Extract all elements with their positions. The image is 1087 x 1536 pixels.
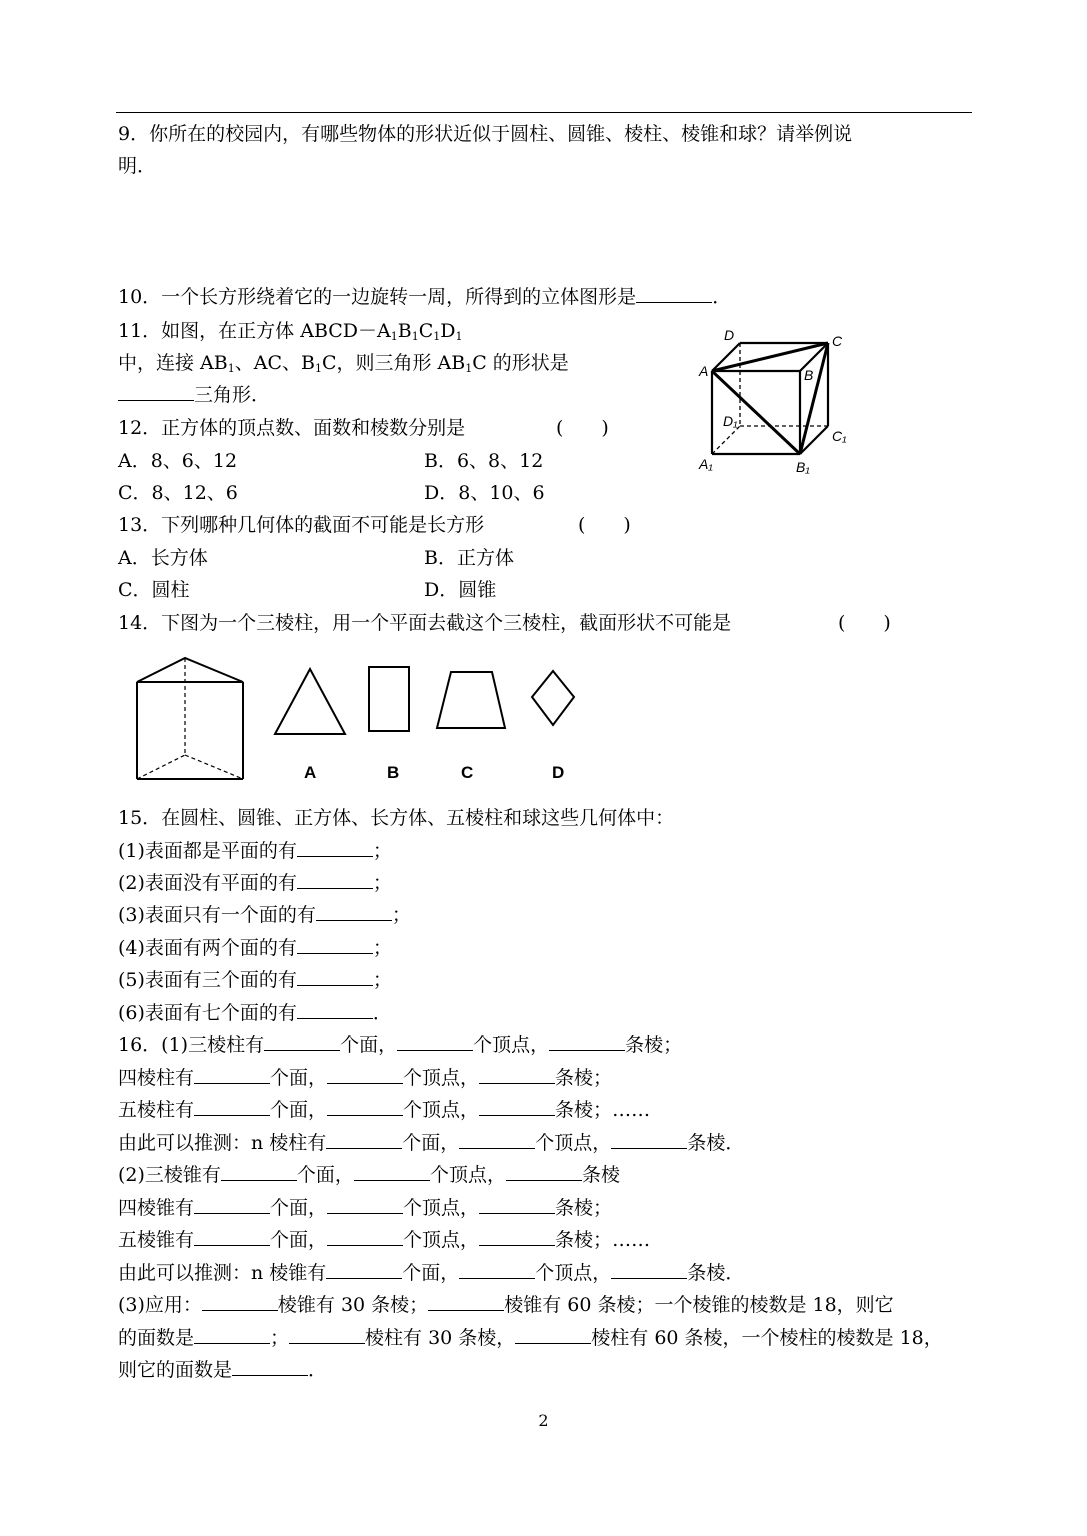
q16-text: 个面， [270, 1197, 328, 1219]
q16-text: 的面数是 [118, 1327, 195, 1349]
q12-option-d: D．8、10、6 [424, 482, 545, 504]
q11-line3 [118, 382, 270, 408]
q16-text: 条棱． [687, 1262, 745, 1284]
prism-figure [130, 652, 590, 787]
q14-stem: 14．下图为一个三棱柱，用一个平面去截这个三棱柱，截面形状不可能是 [118, 612, 732, 634]
answer-blank[interactable] [636, 284, 712, 303]
prism-hidden-edge [185, 755, 243, 779]
q16-text: (3)应用： [118, 1294, 202, 1316]
q16-text: 棱柱有 60 条棱，一个棱柱的棱数是 18， [591, 1327, 943, 1349]
q11-text: 三角形． [194, 384, 271, 406]
q15-item-6 [118, 1000, 392, 1026]
header-rule [116, 112, 972, 113]
q13-paren[interactable]: ( ) [578, 514, 631, 536]
q16-line-app1 [118, 1292, 894, 1318]
q12-option-a: A．8、6、12 [118, 450, 238, 472]
segment-B1C [800, 343, 828, 454]
prism-hidden-edge [137, 755, 185, 779]
q16-text: ． [308, 1359, 328, 1381]
q16-text: 个面， [270, 1099, 328, 1121]
shape-c-trapezoid [437, 672, 505, 728]
answer-blank[interactable] [459, 1260, 535, 1279]
q11-text: 、AC、B [234, 352, 315, 374]
answer-blank[interactable] [194, 1065, 270, 1084]
q9-line1: 9．你所在的校园内，有哪些物体的形状近似于圆柱、圆锥、棱柱、棱锥和球？请举例说 [118, 123, 853, 145]
q16-line-app2 [118, 1325, 943, 1351]
q16-text: 个面， [402, 1132, 460, 1154]
q16-text: 个面， [270, 1067, 328, 1089]
q15-text: ； [372, 969, 392, 991]
answer-blank[interactable] [611, 1260, 687, 1279]
q16-text: 个顶点， [403, 1067, 480, 1089]
subscript: 1 [390, 330, 398, 343]
answer-blank[interactable] [297, 870, 373, 889]
answer-blank[interactable] [221, 1162, 297, 1181]
answer-blank[interactable] [289, 1325, 365, 1344]
q13-option-c: C．圆柱 [118, 579, 190, 601]
q10-text: 10．一个长方形绕着它的一边旋转一周，所得到的立体图形是 [118, 286, 637, 308]
q16-text: 棱柱有 30 条棱， [365, 1327, 516, 1349]
answer-blank[interactable] [479, 1227, 555, 1246]
q11-text: 中，连接 AB [118, 352, 228, 374]
q16-line-quadprism [118, 1065, 612, 1091]
answer-blank[interactable] [194, 1195, 270, 1214]
q16-line-app3 [118, 1357, 327, 1383]
answer-blank[interactable] [611, 1130, 687, 1149]
q15-item-3 [118, 902, 411, 928]
q16-text: 个面， [402, 1262, 460, 1284]
q11-line1 [118, 318, 463, 350]
subscript: 1 [465, 362, 473, 375]
q16-text: 棱锥有 30 条棱； [277, 1294, 429, 1316]
label-option-d: D [552, 763, 565, 782]
edge-A1D1-hidden [712, 426, 740, 454]
label-D: D [724, 327, 735, 343]
q11-text: C [418, 320, 434, 342]
q16-text: 个顶点， [403, 1099, 480, 1121]
q16-text: 棱锥有 60 条棱；一个棱锥的棱数是 18，则它 [504, 1294, 894, 1316]
subscript: 1 [433, 330, 441, 343]
q16-text: …… [612, 1229, 651, 1251]
q13-option-a: A．长方体 [118, 547, 208, 569]
q15-stem: 15．在圆柱、圆锥、正方体、长方体、五棱柱和球这些几何体中： [118, 807, 675, 829]
answer-blank[interactable] [194, 1097, 270, 1116]
label-A1: A₁ [699, 456, 713, 472]
answer-blank[interactable] [264, 1032, 340, 1051]
q11-text: D [440, 320, 456, 342]
q11-text: C，则三角形 AB [321, 352, 466, 374]
answer-blank[interactable] [297, 967, 373, 986]
answer-blank[interactable] [397, 1032, 473, 1051]
q16-line-pentaprism [118, 1097, 650, 1123]
answer-blank[interactable] [297, 935, 373, 954]
q15-item-4 [118, 935, 392, 961]
answer-blank[interactable] [232, 1357, 308, 1376]
answer-blank[interactable] [118, 382, 194, 401]
answer-blank[interactable] [479, 1065, 555, 1084]
answer-blank[interactable] [515, 1325, 591, 1344]
q13-option-b: B．正方体 [424, 547, 514, 569]
answer-blank[interactable] [327, 1227, 403, 1246]
q16-line-npyramid [118, 1260, 744, 1286]
q15-text: (4)表面有两个面的有 [118, 937, 297, 959]
q14-paren[interactable]: ( ) [838, 612, 891, 634]
q16-text: ； [270, 1327, 290, 1349]
q11-text: C 的形状是 [472, 352, 569, 374]
answer-blank[interactable] [327, 1097, 403, 1116]
answer-blank[interactable] [194, 1227, 270, 1246]
answer-blank[interactable] [326, 1260, 402, 1279]
answer-blank[interactable] [479, 1195, 555, 1214]
q16-text: 个顶点， [535, 1262, 612, 1284]
q15-text: ； [372, 872, 392, 894]
q16-line-triprism [118, 1032, 682, 1058]
label-option-b: B [387, 763, 400, 782]
label-C1: C₁ [832, 428, 847, 444]
answer-blank[interactable] [506, 1162, 582, 1181]
q15-item-5 [118, 967, 392, 993]
page-number: 2 [538, 1411, 549, 1430]
q15-text: (5)表面有三个面的有 [118, 969, 297, 991]
q16-text: 由此可以推测：n 棱柱有 [118, 1132, 327, 1154]
q16-text: 个面， [340, 1034, 398, 1056]
answer-blank[interactable] [316, 902, 392, 921]
q16-text: 条棱 [581, 1164, 620, 1186]
answer-blank[interactable] [428, 1292, 504, 1311]
q16-text: 条棱； [555, 1099, 613, 1121]
q15-item-2 [118, 870, 392, 896]
subscript: 1 [411, 330, 419, 343]
q16-text: 五棱柱有 [118, 1099, 195, 1121]
q16-text: 四棱锥有 [118, 1197, 195, 1219]
q16-text: 个顶点， [403, 1197, 480, 1219]
q15-text: ； [372, 937, 392, 959]
answer-blank[interactable] [202, 1292, 278, 1311]
answer-blank[interactable] [549, 1032, 625, 1051]
q16-line-nprism [118, 1130, 744, 1156]
q16-text: 四棱柱有 [118, 1067, 195, 1089]
q16-text: 条棱； [555, 1067, 613, 1089]
q15-text: (1)表面都是平面的有 [118, 840, 297, 862]
q12-text: 12．正方体的顶点数、面数和棱数分别是 [118, 417, 466, 439]
q16-text: …… [612, 1099, 651, 1121]
q16-text: 条棱； [555, 1197, 613, 1219]
subscript: 1 [455, 330, 463, 343]
answer-blank[interactable] [327, 1065, 403, 1084]
cube-figure [690, 326, 860, 476]
q15-text: (3)表面只有一个面的有 [118, 904, 316, 926]
label-B1: B₁ [796, 459, 810, 475]
answer-blank[interactable] [297, 1000, 373, 1019]
q16-text: 则它的面数是 [118, 1359, 233, 1381]
label-option-c: C [461, 763, 474, 782]
q15-text: (6)表面有七个面的有 [118, 1002, 297, 1024]
q15-text: (2)表面没有平面的有 [118, 872, 297, 894]
answer-blank[interactable] [354, 1162, 430, 1181]
q16-text: 个面， [270, 1229, 328, 1251]
q12-option-c: C．8、12、6 [118, 482, 238, 504]
q16-text: 个顶点， [473, 1034, 550, 1056]
prism-top-face [137, 658, 243, 682]
q16-text: 条棱； [625, 1034, 683, 1056]
q16-line-quadpyramid [118, 1195, 612, 1221]
answer-blank[interactable] [479, 1097, 555, 1116]
q15-text: ； [372, 840, 392, 862]
q15-text: ； [391, 904, 411, 926]
q16-text: 个顶点， [535, 1132, 612, 1154]
label-A: A [699, 363, 709, 379]
q11-text: B [397, 320, 412, 342]
q11-text: 11．如图，在正方体 ABCD－A [118, 320, 391, 342]
label-D1: D₁ [723, 413, 738, 429]
q10-line [118, 284, 731, 310]
answer-blank[interactable] [326, 1130, 402, 1149]
q13-option-d: D．圆锥 [424, 579, 497, 601]
q16-text: 个顶点， [403, 1229, 480, 1251]
q12-option-b: B．6、8、12 [424, 450, 544, 472]
q16-text: 条棱； [555, 1229, 613, 1251]
answer-blank[interactable] [194, 1325, 270, 1344]
q16-text: 条棱． [687, 1132, 745, 1154]
shape-b-rectangle [369, 667, 409, 731]
subscript: 1 [314, 362, 322, 375]
q16-text: 个顶点， [429, 1164, 506, 1186]
q10-end: ． [712, 286, 732, 308]
shape-d-rhombus [532, 671, 574, 725]
shape-a-triangle [275, 669, 345, 734]
q12-stem [118, 415, 465, 441]
label-B: B [804, 367, 814, 383]
subscript: 1 [227, 362, 235, 375]
answer-blank[interactable] [297, 838, 373, 857]
q15-item-1 [118, 838, 392, 864]
q15-text: ． [372, 1002, 392, 1024]
q9-line2: 明． [118, 155, 157, 177]
answer-blank[interactable] [327, 1195, 403, 1214]
label-C: C [832, 333, 843, 349]
q11-line2 [118, 350, 569, 382]
q16-text: 由此可以推测：n 棱锥有 [118, 1262, 327, 1284]
q16-text: 个面， [296, 1164, 354, 1186]
q16-line-pentapyramid [118, 1227, 650, 1253]
q16-text: 16．(1)三棱柱有 [118, 1034, 265, 1056]
answer-blank[interactable] [459, 1130, 535, 1149]
q16-text: (2)三棱锥有 [118, 1164, 221, 1186]
label-option-a: A [304, 763, 317, 782]
q16-text: 五棱锥有 [118, 1229, 195, 1251]
q16-line-tripyramid [118, 1162, 620, 1188]
q12-paren[interactable]: ( ) [556, 417, 609, 439]
q13-stem: 13．下列哪种几何体的截面不可能是长方形 [118, 514, 485, 536]
